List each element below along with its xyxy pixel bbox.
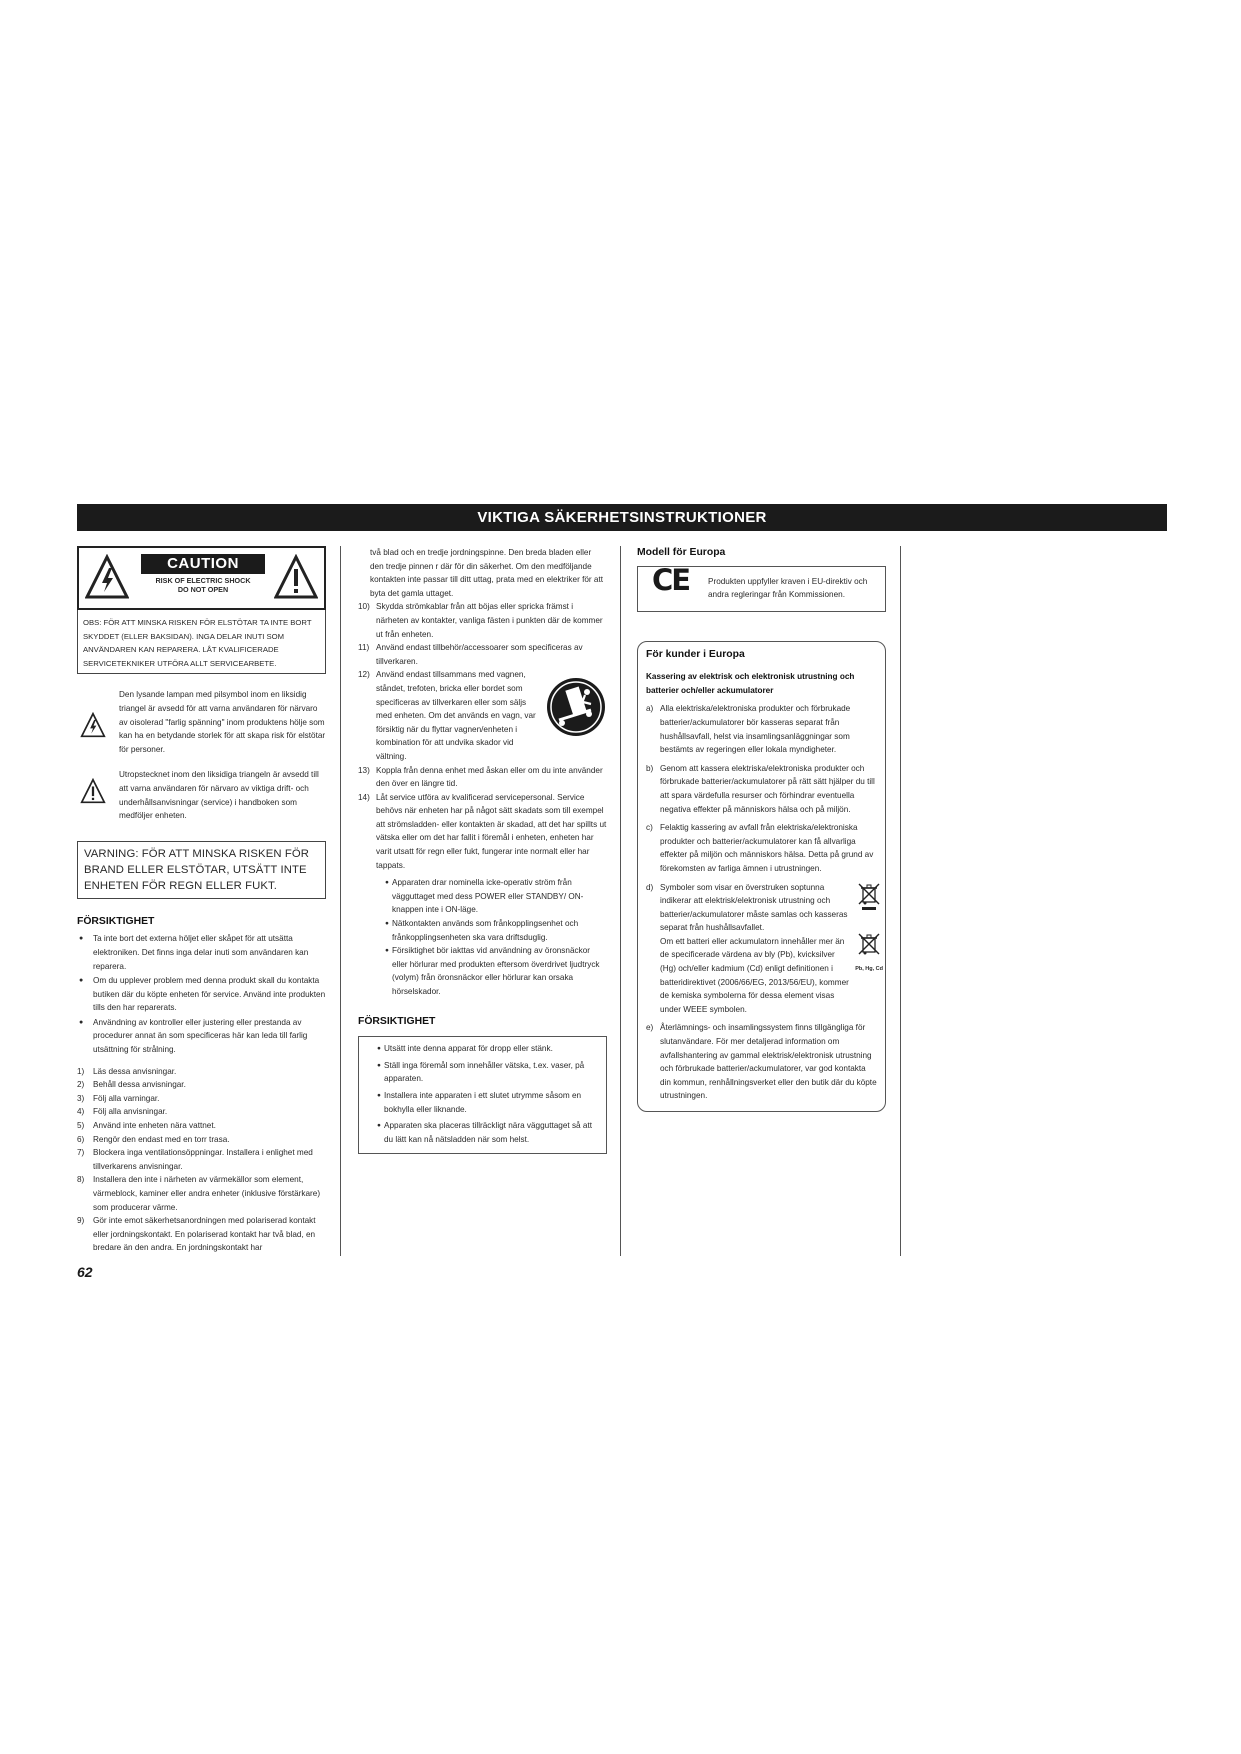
cart-tipover-icon: [545, 676, 607, 738]
list-item: [646, 821, 877, 875]
list-item: [77, 1078, 326, 1092]
list-item: ● Ställ inga föremål som innehåller vätska, t.ex. vaser, på apparaten.: [377, 1059, 598, 1086]
item-number: 6): [77, 1134, 85, 1144]
item-number: c): [646, 823, 653, 833]
item-text: Koppla från denna enhet med åskan eller om du inte använder den över en längre tid.: [376, 765, 603, 789]
item-text: Gör inte emot säkerhetsanordningen med polariserad kontakt eller jordningskontakt. En polariserad kontakt har två blad, en bredare än den andra. En jordningskontakt har: [93, 1216, 316, 1253]
item-number: e): [646, 1023, 654, 1033]
continued-text: två blad och en tredje jordningspinne. Den breda bladen eller den tredje pinnen r där för din säkerhet. Om den medföljande kontakten inte passar till ditt uttag, prata med en elektriker för att byta det gamla uttaget.: [370, 548, 604, 598]
caution-obs-text: OBS: FÖR ATT MINSKA RISKEN FÖR ELSTÖTAR TA INTE BORT SKYDDET (ELLER BAKSIDAN). INGA DELAR INUTI SOM ANVÄNDAREN KAN REPARERA. LÅT KVALIFICERADE SERVICETEKNIKER UTFÖRA ALLT SERVICEARBETE.: [77, 610, 326, 674]
list-item: [358, 600, 607, 641]
forsiktighet-heading: FÖRSIKTIGHET: [77, 915, 155, 927]
item-number: 11): [358, 643, 370, 653]
exclamation-explanation: [77, 768, 326, 822]
forsiktighet-heading: FÖRSIKTIGHET: [358, 1015, 436, 1027]
item-text: Blockera inga ventilationsöppningar. Installera i enlighet med tillverkarens anvisningar.: [93, 1148, 313, 1171]
list-item: [646, 881, 877, 935]
column-1: [77, 546, 326, 1255]
caution-label: [77, 546, 326, 610]
warning-box: VARNING: FÖR ATT MINSKA RISKEN FÖR BRAND ELLER ELSTÖTAR, UTSÄTT INTE ENHETEN FÖR REGN ELLER FUKT.: [77, 841, 326, 899]
item-text: Återlämnings- och insamlingssystem finns tillgängliga för slutanvändare. För mer detaljerad information om avfallshantering av gammal elektrisk/elektronisk utrustning och förbrukade batterier/ackumulatorer, var god kontakta din kommun, renhållningsverket eller den butik där du köpte utrustningen.: [660, 1023, 877, 1101]
eu-title: För kunder i Europa: [646, 648, 745, 660]
list-item: ● Användning av kontroller eller justering eller prestanda av procedurer annat än som specificeras här kan leda till farlig utsättning för strålning.: [77, 1016, 326, 1057]
item-number: a): [646, 704, 654, 714]
lightning-warning-icon: [79, 712, 107, 738]
column-3: [637, 546, 886, 1112]
caution-sub-1: RISK OF ELECTRIC SHOCK: [155, 576, 251, 585]
item-number: 4): [77, 1107, 85, 1117]
eu-subtitle: Kassering av elektrisk och elektronisk utrustning och batterier och/eller ackumulatorer: [646, 672, 855, 695]
ce-mark-icon: CE: [652, 562, 690, 597]
item-text: Följ alla varningar.: [93, 1093, 160, 1103]
crossed-bin-icon: [856, 881, 882, 911]
list-item: [358, 641, 607, 668]
column-divider: [340, 546, 341, 1256]
item-text: Om ett batteri eller ackumulatorn innehåller mer än de specificerade värdena av bly (Pb), kvicksilver (Hg) och/eller kadmium (Cd) enligt definitionen i batteridirektivet (2006/66/EG, 2013/56/EU), kommer de kemiska symbolerna för dessa element visas under WEEE symbolen.: [660, 936, 849, 1014]
item-number: b): [646, 763, 654, 773]
list-item: [77, 1146, 326, 1173]
lightning-explanation-text: Den lysande lampan med pilsymbol inom en liksidig triangel är avsedd för att varna användaren för närvaro av oisolerad "farlig spänning" inom produktens hölje som kan ha en betydande storlek för att skapa risk för elstötar för personer.: [119, 690, 326, 754]
item-number: 13): [358, 765, 370, 775]
list-item: [77, 1065, 326, 1079]
item-text: Alla elektriska/elektroniska produkter och förbrukade batterier/ackumulatorer bör kasseras separat från hushållsavfall, helst via insamlingsanläggningar som bestämts av regeringen eller lokala myndigheter.: [660, 704, 851, 755]
list-item: [646, 1021, 877, 1103]
item-text: Följ alla anvisningar.: [93, 1107, 168, 1117]
list-item: ● Apparaten drar nominella icke-operativ ström från vägguttaget med dess POWER eller STANDBY/ ON-knappen inte i ON-läge.: [385, 876, 607, 917]
modell-heading: Modell för Europa: [637, 547, 726, 558]
section-banner: VIKTIGA SÄKERHETSINSTRUKTIONER: [77, 504, 1167, 531]
item-number: 7): [77, 1148, 85, 1158]
item-number: d): [646, 882, 654, 892]
item-number: 10): [358, 602, 370, 612]
exclamation-warning-icon: [274, 554, 318, 600]
item-text: Skydda strömkablar från att böjas eller spricka främst i närheten av kontakter, vanliga fästen i punkten där de kommer ut från enheten.: [376, 602, 603, 639]
list-item: ● Apparaten ska placeras tillräckligt nära vägguttaget så att du lätt kan nå nätsladden när som helst.: [377, 1119, 598, 1146]
list-item: [77, 1119, 326, 1133]
list-item: [358, 791, 607, 873]
column-divider: [620, 546, 621, 1256]
list-item: ● Nätkontakten används som frånkopplingsenhet och frånkopplingsenheten ska vara driftsduglig.: [385, 917, 607, 944]
chem-symbols-label: Pb, Hg, Cd: [855, 965, 883, 972]
page-number: 62: [77, 1264, 93, 1280]
list-item: [358, 764, 607, 791]
item-number: 2): [77, 1080, 85, 1090]
list-item: [77, 1105, 326, 1119]
list-item: ● Försiktighet bör iakttas vid användning av öronsnäckor eller hörlurar med produkten eftersom överdrivet ljudtryck (volym) från öronsnäckor eller hörlurar kan orsaka hörselskador.: [385, 944, 607, 998]
ce-text: Produkten uppfyller kraven i EU-direktiv och andra regleringar från Kommissionen.: [708, 576, 868, 600]
item-number: 1): [77, 1066, 85, 1076]
item-text: Genom att kassera elektriska/elektroniska produkter och förbrukade batterier/ackumulatorer på rätt sätt hjälper du till att spara värdefulla resurser och förhindrar eventuella negativa effekter på människors hälsa och på miljön.: [660, 763, 875, 814]
forsiktighet-box: [358, 1036, 607, 1154]
item-text: Installera den inte i närheten av värmekällor som element, värmeblock, kaminer eller andra enheter (inklusive förstärkare) som producerar värme.: [93, 1175, 321, 1212]
lightning-warning-icon: [85, 554, 129, 600]
item-number: 14): [358, 792, 370, 802]
exclamation-explanation-text: Utropstecknet inom den liksidiga triangeln är avsedd till att varna användaren för närvaro av viktiga drift- och underhållsanvisningar (service) i handboken som medföljer enheten.: [119, 770, 319, 821]
forsiktighet-list: [77, 932, 326, 1056]
item-text: Använd endast tillsammans med vagnen, ståndet, trefoten, bricka eller bordet som specificeras av tillverkaren eller som säljs med enheten. Om det används en vagn, var försiktig när du flyttar vagnen/enheten i kombination för att undvika skador vid vältning.: [376, 670, 536, 761]
item-number: 3): [77, 1093, 85, 1103]
caution-word: CAUTION: [141, 554, 265, 574]
column-2: [358, 546, 607, 1154]
item-text: Behåll dessa anvisningar.: [93, 1080, 186, 1090]
list-item: ● Installera inte apparaten i ett slutet utrymme såsom en bokhylla eller liknande.: [377, 1089, 598, 1116]
list-item: [77, 1092, 326, 1106]
list-item: [646, 702, 877, 756]
list-item: [646, 935, 883, 1017]
list-item: ● Utsätt inte denna apparat för dropp eller stänk.: [377, 1042, 598, 1056]
instructions-list: [77, 1065, 326, 1255]
item-text: Låt service utföra av kvalificerad servicepersonal. Service behövs när enheten har på något sätt skadats som till exempel att strömsladden- eller kontakten är skadad, att det har spillts ut vätska eller om det har fallit i föremål i enheten, enheten har varit utsatt för regn eller fukt, fungerar inte normalt eller har tappats.: [376, 792, 607, 870]
list-item: ● Om du upplever problem med denna produkt skall du kontakta butiken där du köpte enheten för service. Använd inte produkten tills den har reparerats.: [77, 974, 326, 1015]
list-item: [77, 1133, 326, 1147]
item-text: Använd inte enheten nära vattnet.: [93, 1121, 216, 1131]
item-text: Använd endast tillbehör/accessoarer som specificeras av tillverkaren.: [376, 643, 583, 666]
list-item: ● Ta inte bort det externa höljet eller skåpet för att utsätta elektroniken. Det finns inga delar inuti som användaren kan reparera.: [77, 932, 326, 973]
item-number: 8): [77, 1175, 85, 1185]
list-item: [646, 762, 877, 816]
sub-bullet-list: [358, 876, 607, 998]
exclamation-warning-icon: [79, 778, 107, 804]
column-divider: [900, 546, 901, 1256]
item-text: Rengör den endast med en torr trasa.: [93, 1134, 230, 1144]
lightning-explanation: [77, 688, 326, 756]
item-number: 5): [77, 1121, 85, 1131]
item-text: Läs dessa anvisningar.: [93, 1066, 177, 1076]
crossed-bin-icon: [856, 931, 882, 961]
ce-box: [637, 562, 886, 612]
item-number: 9): [77, 1216, 85, 1226]
list-item: [77, 1173, 326, 1214]
eu-customers-box: [637, 641, 886, 1112]
item-text: Felaktig kassering av avfall från elektriska/elektroniska produkter och batterier/ackumulatorer kan få allvarliga effekter på miljön och människors hälsa. Detta på grund av förekomsten av farliga ämnen i utrustningen.: [660, 823, 874, 873]
item-text: Symboler som visar en överstruken soptunna indikerar att elektrisk/elektronisk utrustning och batterier/ackumulatorer måste samlas och kasseras separat från hushållsavfallet.: [660, 882, 848, 933]
item-number: 12): [358, 670, 370, 680]
caution-sub-2: DO NOT OPEN: [177, 585, 229, 594]
list-item: [77, 1214, 326, 1255]
